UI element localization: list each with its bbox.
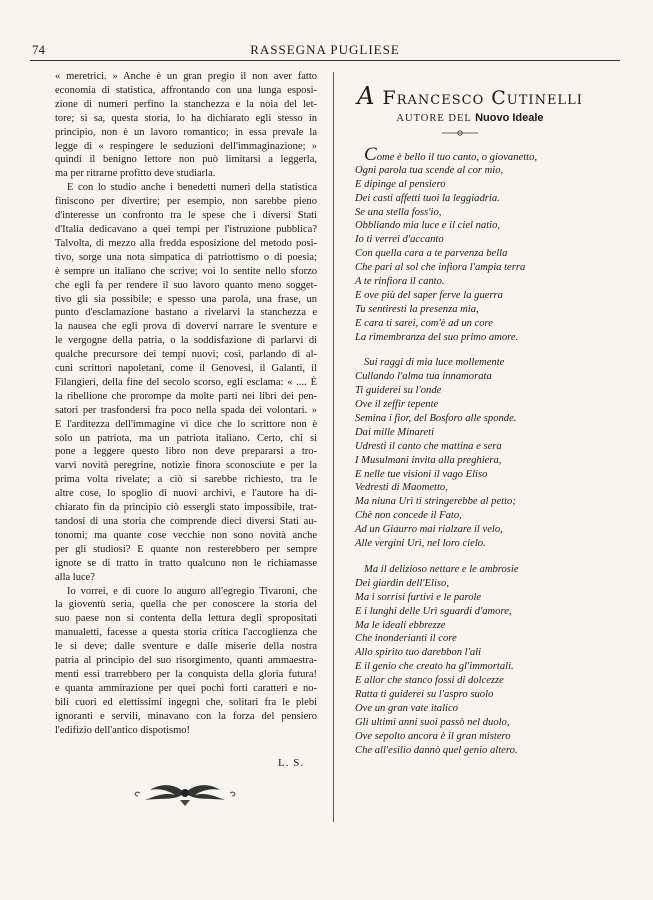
body-line: tivo gli sia possibile; e spesso una parola, una frase, un: [55, 293, 317, 305]
poem-line: Semina i fior, del Bosforo alle sponde.: [355, 413, 517, 425]
body-line: tandosi di una storia che comprende dieci diversi Stati au-: [55, 516, 317, 527]
body-line: d'interesse un confronto tra le spese che i diversi Stati: [55, 210, 317, 222]
subtitle-work: Nuovo Ideale: [475, 112, 544, 124]
body-line: altre cose, lo spoglio di nuovi archivi, e l'autore ha di-: [55, 488, 317, 500]
poem-line: Sui raggi di mia luce mollemente: [364, 357, 505, 369]
poem-line: Se una stella foss'io,: [355, 206, 442, 218]
poem-line: I Musulmani invita alla preghiera,: [355, 454, 502, 466]
body-line: prima volta rivelate; a ciò si sarebbe richiesto, tra le: [55, 474, 317, 486]
poem-line: Allo spirito tuo darebbon l'ali: [355, 647, 482, 659]
dedication-title: [345, 82, 595, 110]
subtitle-prefix: AUTORE DEL: [396, 113, 472, 124]
body-line: varvi novità peregrine, notizie finora sconosciute e per la: [55, 460, 317, 472]
poem-line: Ma il delizioso nettare e le ambrosie: [364, 563, 519, 575]
body-line: legge di « respingere le seduzioni dell'immaginazione; »: [55, 140, 317, 152]
page-number: 74: [32, 42, 45, 57]
body-line: principio, non è un lavoro romantico; in essa prevale la: [55, 126, 317, 138]
body-line: patria al principio del suo risorgimento, quanti ammaestra-: [55, 655, 317, 667]
body-line: bili cuori ed elettissimi ingegni che, solitari fra le plebi: [55, 696, 317, 708]
poem-line: E il genio che creato ha gl'immortali.: [355, 661, 514, 673]
body-line: suo paese non si contenta della lettura degli spropositati: [55, 613, 317, 625]
poem: [355, 144, 615, 769]
body-line: Talvolta, di mezzo alla fredda esposizione del metodo posi-: [55, 237, 317, 249]
poem-line: E allor che stanco fossi di dolcezze: [355, 675, 504, 687]
dedication-name: Francesco Cutinelli: [382, 87, 583, 109]
poem-line: Io ti verrei d'accanto: [355, 234, 444, 246]
poem-line: Alle vergini Urì, nel loro cielo.: [355, 538, 486, 550]
poem-line: Che inonderianti il core: [355, 633, 457, 645]
body-line: tore; sì sa, questa storia, lo ha dichiarato egli stesso in: [55, 112, 317, 124]
body-line: la ribellione che prorompe da molte parti nei libri dei pen-: [55, 390, 317, 402]
body-line: d'Italia dedicavano a quei tempi per l'istruzione pubblica?: [55, 223, 317, 235]
poem-line: Obbliando mia luce e il ciel natio,: [355, 220, 501, 232]
poem-line: Ratta ti guiderei su l'aspro suolo: [355, 688, 494, 700]
poem-line: Cullando l'alma tua innamorata: [355, 371, 492, 383]
body-paragraph: [55, 70, 317, 181]
poem-line: Vedresti di Maometto,: [355, 482, 448, 494]
poem-line: Ma le ideali ebbrezze: [355, 619, 446, 631]
poem-line: Che all'esilio dannò quel genio altero.: [355, 744, 518, 756]
body-paragraph: [55, 181, 317, 584]
body-line: zione di numeri perfino la stanchezza e la noia del let-: [55, 98, 317, 110]
body-line: cuni scrittori napoletani, come il Genovesi, il Galanti, il: [55, 363, 317, 375]
body-line: tivo, sorge una nota simpatica di patriottismo o di poesia;: [55, 251, 317, 263]
body-line: per gli studiosi? E quante non resterebbero per sempre: [55, 543, 317, 555]
body-line: le vergogne della patria, o la soddisfazione di parlarvi di: [55, 335, 317, 347]
signature: L. S.: [278, 757, 305, 769]
running-title: RASSEGNA PUGLIESE: [250, 42, 400, 57]
body-line: E con lo studio anche i benedetti numeri della statistica: [67, 182, 317, 194]
body-line: manualetti, facesse a questa storia critica l'accoglienza che: [55, 627, 317, 639]
poem-line: Ma niuna Urì ti stringerebbe al petto;: [355, 496, 516, 508]
poem-line: Ogni parola tua scende al cor mio,: [355, 164, 504, 176]
body-line: l'edifizio dell'antico dispotismo!: [55, 724, 191, 736]
poem-line: Come è bello il tuo canto, o giovanetto,: [364, 144, 538, 165]
body-line: che egli fa per rendere il suo lavoro quanto meno sogget-: [55, 279, 317, 291]
body-line: e quanta ammirazione per quei pochi forti caratteri e no-: [55, 682, 317, 694]
body-line: finiscono per divertire; per esempio, non sarebbe pieno: [55, 196, 317, 208]
poem-line: Che pari al sol che infiora l'ampia terra: [355, 262, 526, 274]
dedication-subtitle: [345, 112, 595, 124]
body-line: E l'arditezza dell'immagine vi dice che lo scrittore non è: [55, 418, 317, 430]
poem-line: La rimembranza del suo primo amore.: [355, 331, 519, 343]
page-header: [30, 40, 620, 61]
body-line: quindi il benigno lettore non può limitarsi a leggerla,: [55, 154, 317, 166]
poem-line: Chè non concede il Fato,: [355, 510, 462, 522]
poem-line: Dai mille Minareti: [355, 426, 435, 438]
body-line: ignoranti e servili, minavano con la forza del pensiero: [55, 710, 317, 722]
body-line: chiarato fin da principio ciò essergli stato impossibile, trat-: [55, 502, 317, 514]
body-line: punto d'esclamazione bastano a rivelarvi la stanchezza e: [55, 307, 317, 319]
poem-line: Udresti il canto che mattina e sera: [355, 440, 502, 452]
body-line: le si deve; dalle sventure e dalle miserie della nostra: [55, 641, 317, 653]
poem-line: Ove sepolto ancora è il gran mistero: [355, 730, 511, 742]
left-column: [55, 70, 317, 738]
poem-line: E dipinge al pensiero: [355, 178, 446, 190]
ornament-icon: [130, 778, 240, 808]
poem-stanza: [355, 356, 615, 550]
body-line: pone a leggere questo libro non deve prepararsi a tro-: [55, 446, 317, 458]
body-line: Io vorrei, e di cuore lo auguro all'egregio Tivaroni, che: [67, 585, 317, 597]
body-line: satori per trasfondersi fra poco nella spada dei volontari. »: [55, 404, 317, 416]
poem-line: E ove più del saper ferve la guerra: [355, 289, 503, 301]
body-line: economia di statistica, affrontando con una lunga esposi-: [55, 84, 317, 96]
poem-line: E cara ti sarei, com'è ad un core: [355, 317, 493, 329]
poem-line: Ove il zeffir tepente: [355, 399, 439, 411]
flourish-icon: [440, 128, 480, 138]
poem-line: Gli ultimi anni suoi passò nel duolo,: [355, 716, 510, 728]
body-line: è sempre un italiano che scrive; voi lo sentite nello sforzo: [55, 265, 317, 277]
body-line: ignote se di tratto in tratto qualcuno non le richiamasse: [55, 557, 317, 569]
body-paragraph: [55, 585, 317, 738]
poem-line: Dei casti affetti tuoi la leggiadria.: [355, 192, 500, 204]
body-line: Filangieri, della fine del secolo scorso, egli esclama: « .... È: [55, 376, 317, 388]
poem-line: Con quella cara a te parvenza bella: [355, 248, 508, 260]
body-line: tonomi; ma quante cose vecchie non sono novità anche: [55, 529, 317, 541]
poem-line: Ove un gran vate italico: [355, 702, 458, 714]
body-line: alla luce?: [55, 571, 95, 583]
poem-line: E i lunghi delle Urì sguardi d'amore,: [355, 605, 512, 617]
poem-stanza: [355, 144, 615, 344]
poem-line: Ad un Giaurro mai rialzare il velo,: [355, 524, 503, 536]
poem-line: E nelle tue visioni il vago Eliso: [355, 468, 488, 480]
poem-stanza: [355, 563, 615, 757]
body-line: qualche precursore dei tempi nuovi; così, parlando di al-: [55, 349, 317, 361]
body-line: menti essi trarrebbero per la conquista della gloria futura!: [55, 668, 317, 680]
poem-line: Ti guiderei su l'onde: [355, 385, 442, 397]
body-line: solo un patriota, ma un patriota italiano. Certo, chi si: [55, 432, 317, 444]
poem-line: Tu sentiresti la presenza mia,: [355, 303, 479, 315]
body-line: la gioventù seria, quella che per conoscere la storia del: [55, 599, 317, 611]
dedication-prefix: A: [357, 82, 376, 110]
body-line: « meretrici. » Anche è un gran pregio il non aver fatto: [55, 71, 317, 82]
body-line: ma per ritrarne profitto deve studiarla.: [55, 168, 216, 180]
body-line: la nausea che egli prova di dovervi narrare le sventure e: [55, 321, 317, 333]
poem-line: Dei giardin dell'Eliso,: [355, 577, 449, 589]
column-divider: [333, 72, 334, 822]
poem-line: Ma i sorrisi furtivi e le parole: [355, 591, 482, 603]
poem-line: A te rinfiora il canto.: [355, 276, 445, 288]
